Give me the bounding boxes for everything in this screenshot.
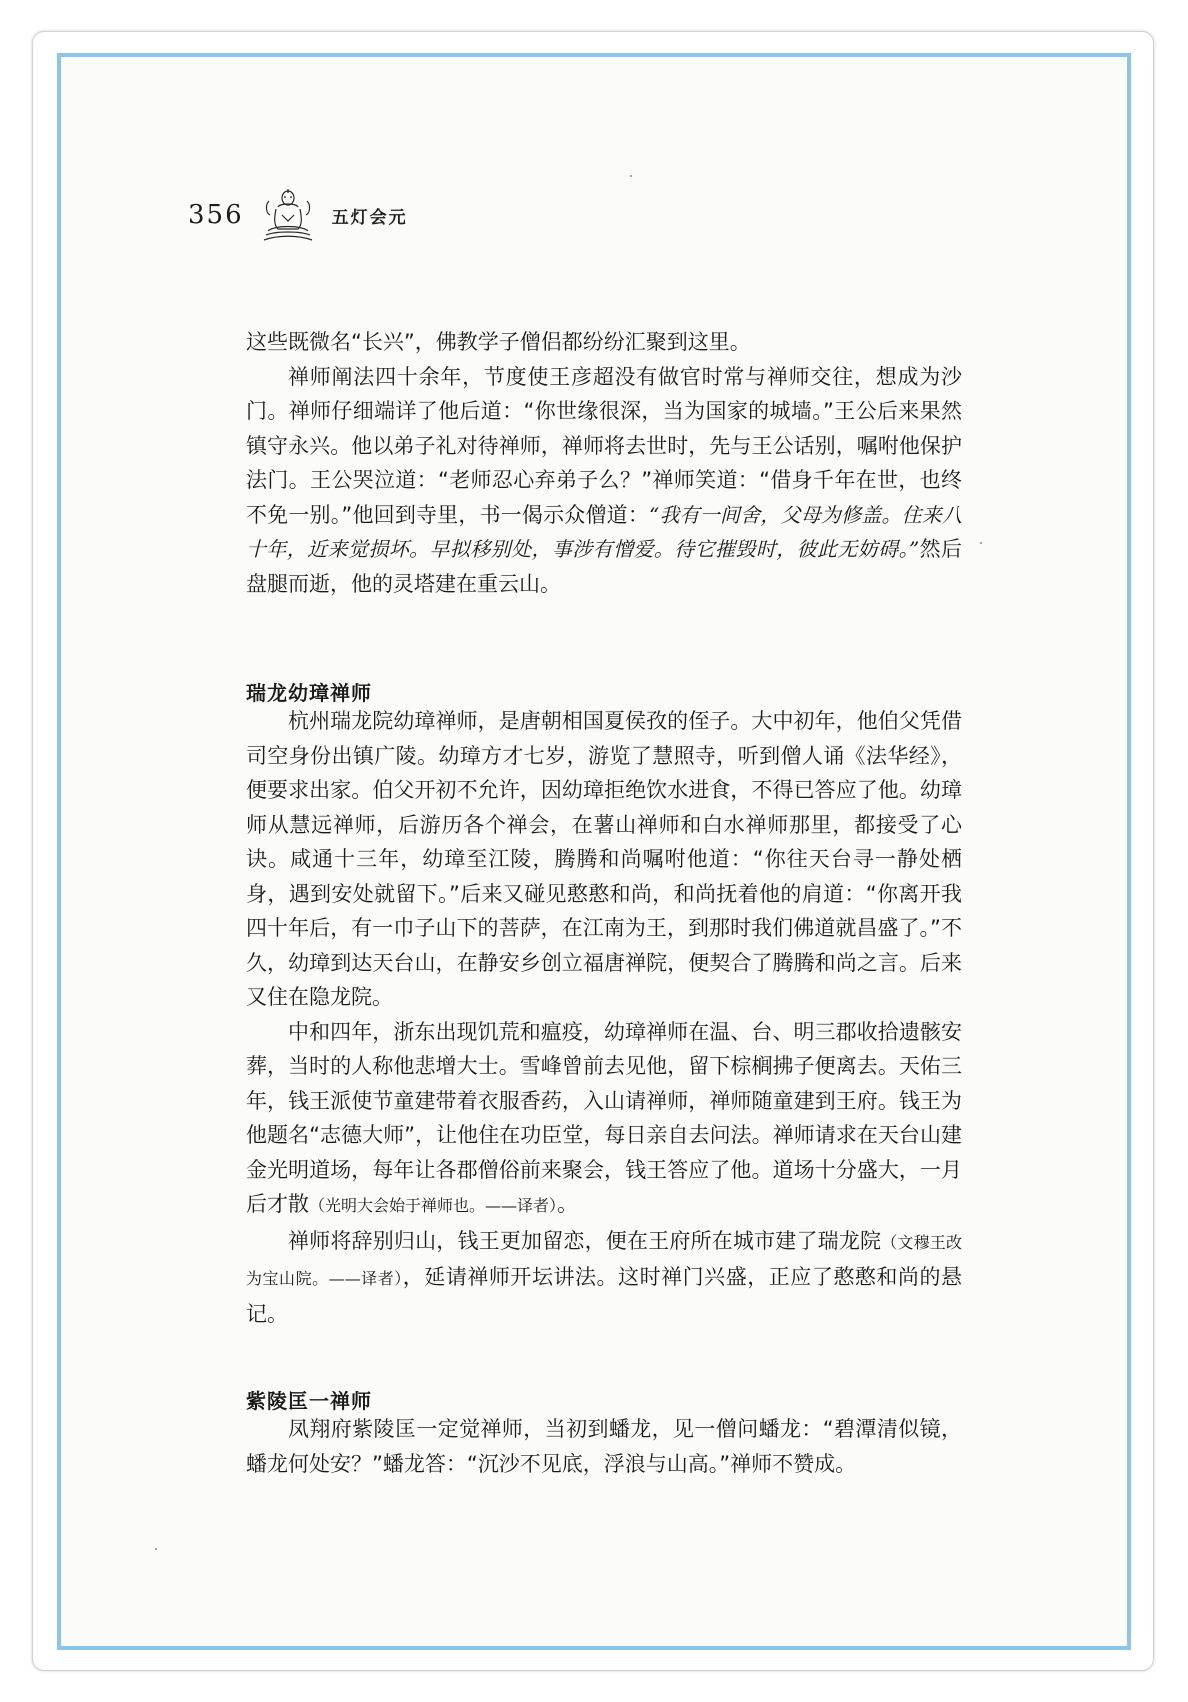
section-continuation [246,325,962,601]
paragraph: 杭州瑞龙院幼璋禅师，是唐朝相国夏侯孜的侄子。大中初年，他伯父凭借司空身份出镇广陵。幼璋方才七岁，游览了慧照寺，听到僧人诵《法华经》，便要求出家。伯父开初不允许，因幼璋拒绝饮水进食，不得已答应了他。幼璋师从慧远禅师，后游历各个禅会，在薯山禅师和白水禅师那里，都接受了心诀。咸通十三年，幼璋至江陵，腾腾和尚嘱咐他道：“你往天台寻一静处栖身，遇到安处就留下。”后来又碰见憨憨和尚，和尚抚着他的肩道：“你离开我四十年后，有一巾子山下的菩萨，在江南为王，到那时我们佛道就昌盛了。”不久，幼璋到达天台山，在静安乡创立福唐禅院，便契合了腾腾和尚之言。后来又住在隐龙院。 [246,709,962,1009]
page-number: 356 [188,200,244,230]
buddha-icon [260,185,316,245]
print-speck [980,542,982,544]
section-body [246,704,962,1331]
paragraph-text: ，延请禅师开坛讲法。这时禅门兴盛，正应了憨憨和尚的悬记。 [246,1265,962,1326]
section-title: 瑞龙幼璋禅师 [246,681,372,705]
paragraph: 凤翔府紫陵匡一定觉禅师，当初到蟠龙，见一僧问蟠龙：“碧潭清似镜，蟠龙何处安？”蟠龙答：“沉沙不见底，浮浪与山高。”禅师不赞成。 [246,1417,962,1476]
paragraph-text: 然后盘腿而逝，他的灵塔建在重云山。 [246,537,962,596]
section-title: 紫陵匡一禅师 [246,1389,372,1413]
translator-note: （文穆王改为宝山院。——译者） [246,1232,962,1288]
paragraph [246,360,962,602]
paragraph-text: 禅师阐法四十余年，节度使王彦超没有做官时常与禅师交往，想成为沙门。禅师仔细端详了他后道：“你世缘很深，当为国家的城墙。”王公后来果然镇守永兴。他以弟子礼对待禅师，禅师将去世时，先与王公话别，嘱咐他保护法门。王公哭泣道：“老师忍心弃弟子么？”禅师笑道：“借身千年在世，也终不免一别。”他回到寺里，书一偈示众僧道： [246,364,962,527]
page-header [188,185,408,245]
translator-note: （光明大会始于禅师也。——译者） [309,1196,558,1215]
print-speck [630,175,632,177]
section-body [246,1412,962,1481]
paragraph-text: 禅师将辞别归山，钱王更加留恋，便在王府所在城市建了瑞龙院 [288,1228,882,1253]
print-speck [155,1548,157,1550]
paragraph: 这些既微名“长兴”，佛教学子僧侣都纷纷汇聚到这里。 [246,330,751,354]
book-title: 五灯会元 [331,207,408,228]
paragraph [246,1224,962,1332]
paragraph-text: 。 [557,1192,579,1216]
verse-text: “我有一间舍，父母为修盖。住来八十年，近来觉损坏。早拟移别处，事涉有憎爱。待它摧毁时，彼此无妨碍。” [246,502,962,561]
paragraph [246,1015,962,1224]
paragraph-text: 中和四年，浙东出现饥荒和瘟疫，幼璋禅师在温、台、明三郡收拾遗骸安葬，当时的人称他悲增大士。雪峰曾前去见他，留下棕榈拂子便离去。天佑三年，钱王派使节童建带着衣服香药，入山请禅师，禅师随童建到王府。钱王为他题名“志德大师”，让他住在功臣堂，每日亲自去问法。禅师请求在天台山建金光明道场，每年让各郡僧俗前来聚会，钱王答应了他。道场十分盛大，一月后才散 [246,1019,962,1216]
